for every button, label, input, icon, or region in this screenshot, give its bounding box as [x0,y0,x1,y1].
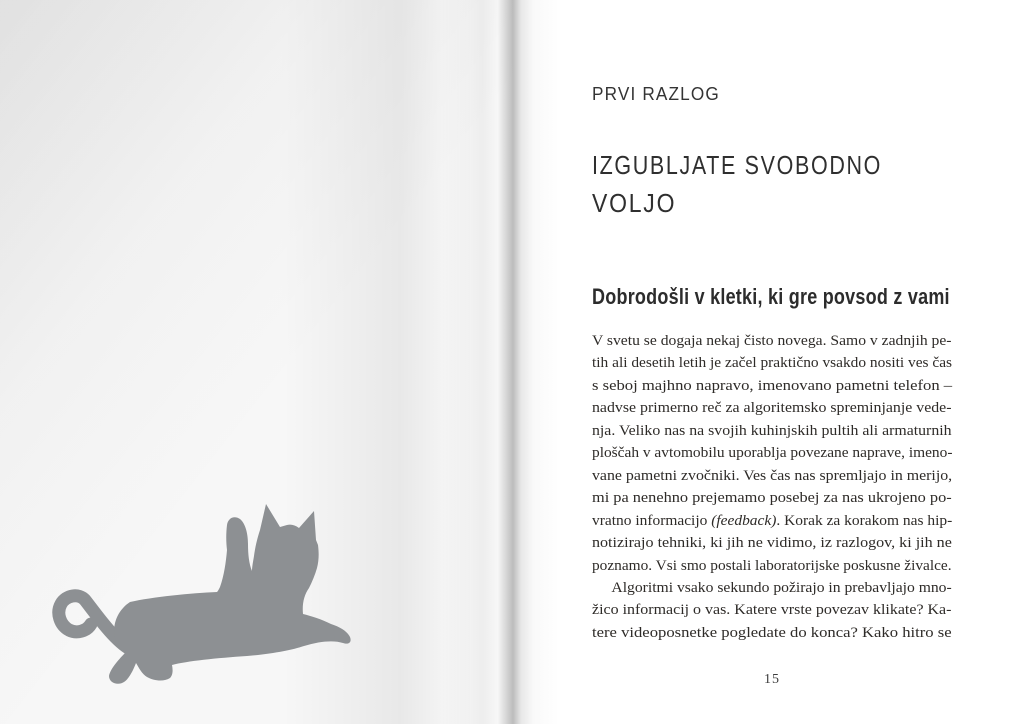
chapter-kicker: PRVI RAZLOG [592,84,720,104]
body-text-line: tih ali desetih letih je začel praktično vsakdo nositi ves čas [592,355,953,372]
body-text-line: vratno informacijo (feedback). Korak za korakom nas hip- [592,512,953,529]
chapter-title [592,146,943,222]
chapter-title-line: VOLJO [592,188,677,218]
right-page [513,0,1024,724]
body-text-line: nadvse primerno reč za algoritemsko spreminjanje vede- [592,400,952,417]
body-text-line: poznamo. Vsi smo postali laboratorijske poskusne živalce. [592,557,952,574]
body-text-line: mi pa nenehno prejemamo posebej za nas ukrojeno po- [592,490,952,507]
chapter-title-line: IZGUBLJATE SVOBODNO [592,150,883,180]
body-text-line: žico informacij o vas. Katere vrste povezav klikate? Ka- [592,602,952,619]
body-text-line: Algoritmi vsako sekundo požirajo in prebavljajo mno- [611,579,952,596]
body-text-line: ploščah v avtomobilu uporablja povezane naprave, imeno- [592,445,953,462]
body-text-line: notizirajo tehniki, ki jih ne vidimo, iz razlogov, ki jih ne [592,535,952,552]
cat-body [109,504,351,684]
reclining-cat-silhouette [52,498,352,693]
section-subtitle: Dobrodošli v kletki, ki gre povsod z vami [592,284,950,309]
body-text-line: tere videoposnetke pogledate do konca? Kako hitro se [592,624,952,641]
body-text-line: nja. Veliko nas na svojih kuhinjskih pultih ali armaturnih [592,422,952,439]
page-number: 15 [764,672,780,687]
body-text-line: vane pametni zvočniki. Ves čas nas spremljajo in merijo, [592,467,953,484]
body-text-line: s seboj majhno napravo, imenovano pametni telefon – [592,377,953,394]
body-text [592,330,952,644]
text-column [592,0,952,724]
body-text-line: V svetu se dogaja nekaj čisto novega. Samo v zadnjih pe- [592,333,952,349]
